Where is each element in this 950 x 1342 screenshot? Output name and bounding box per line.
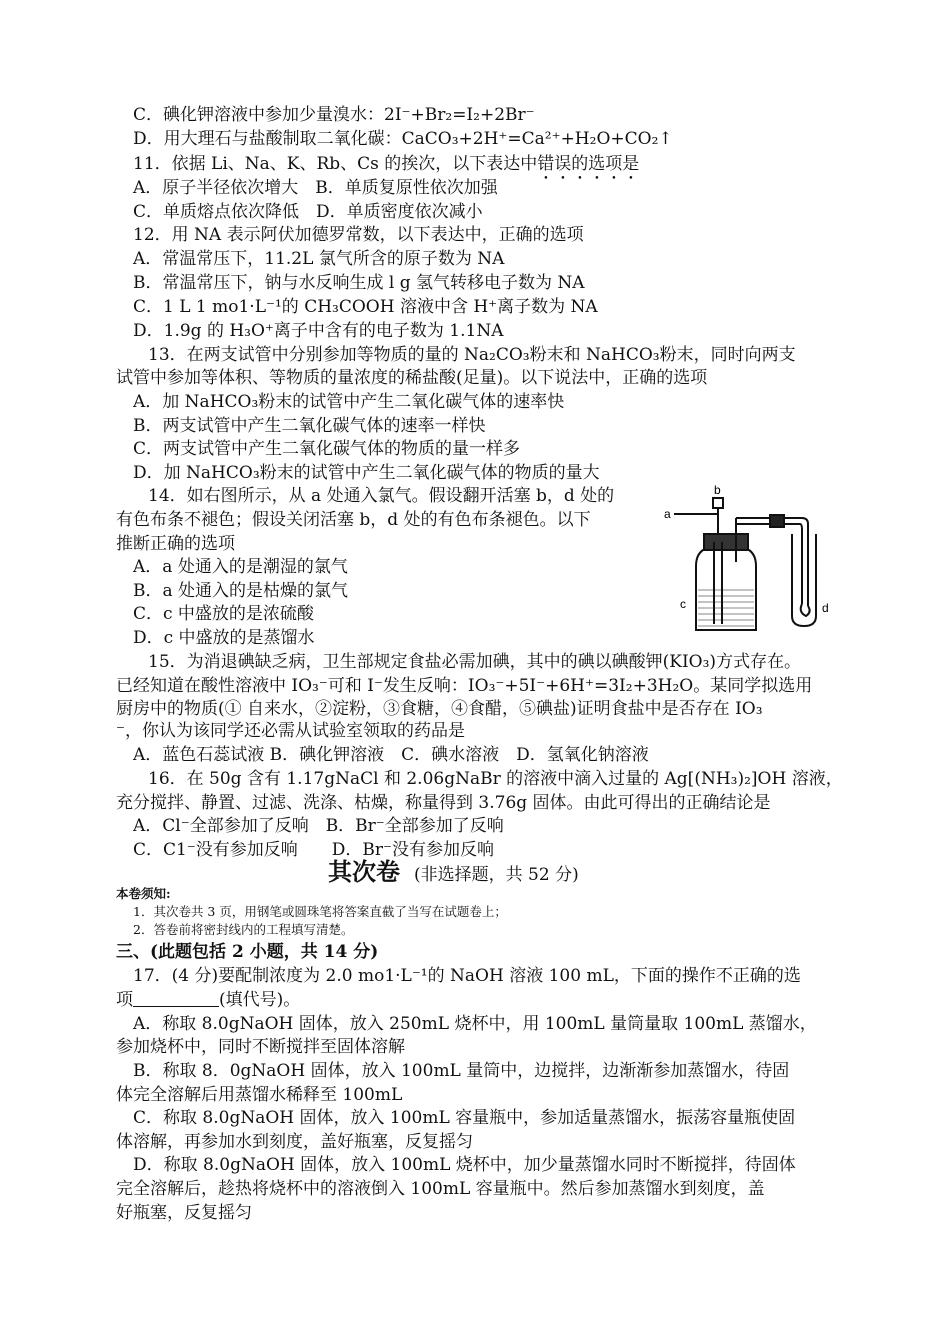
- part2-subtitle: (非选择题，共 52 分): [414, 865, 579, 885]
- q17-option-b-line2: 体完全溶解后用蒸馏水稀释至 100mL: [116, 1085, 403, 1105]
- q12-stem: 12．用 NA 表示阿伏加德罗常数，以下表达中，正确的选项: [133, 225, 584, 245]
- q11-stem-text: 11．依据 Li、Na、K、Rb、Cs 的挨次，以下表达中: [133, 154, 538, 174]
- q15-options: A．蓝色石蕊试液 B．碘化钾溶液 C．碘水溶液 D．氢氧化钠溶液: [133, 745, 649, 765]
- q13-option-c: C．两支试管中产生二氧化碳气体的物质的量一样多: [133, 439, 521, 459]
- fig-label-a: a: [664, 507, 671, 521]
- q16-options-cd: C．C1⁻没有参加反响 D．Br⁻没有参加反响: [133, 840, 495, 860]
- q14-stem-line3: 推断正确的选项: [116, 534, 235, 554]
- q14-stem-line2: 有色布条不褪色；假设关闭活塞 b，d 处的有色布条褪色。以下: [116, 510, 591, 530]
- notice-item-1: 1．其次卷共 3 页，用钢笔或圆珠笔将答案直截了当写在试题卷上；: [133, 904, 507, 919]
- q14-option-d: D．c 中盛放的是蒸馏水: [133, 628, 315, 648]
- q14-option-a: A．a 处通入的是潮湿的氯气: [133, 557, 348, 577]
- q17-answer-blank[interactable]: [133, 989, 219, 1007]
- gas-washing-apparatus-figure: [662, 484, 848, 634]
- q15-stem-line3: 厨房中的物质(① 自来水，②淀粉，③食糖，④食醋，⑤碘盐)证明食盐中是否存在 IO₃: [116, 699, 763, 719]
- q16-stem-line2: 充分搅拌、静置、过滤、洗涤、枯燥，称量得到 3.76g 固体。由此可得出的正确结论是: [116, 793, 771, 813]
- part2-title: 其次卷: [328, 857, 400, 886]
- q15-stem-line4: ⁻，你认为该同学还必需从试验室领取的药品是: [116, 721, 465, 741]
- q17-stem-prefix: 项: [116, 990, 133, 1010]
- q10-option-d: D．用大理石与盐酸制取二氧化碳：CaCO₃+2H⁺=Ca²⁺+H₂O+CO₂↑: [133, 129, 673, 149]
- q13-stem-line2: 试管中参加等体积、等物质的量浓度的稀盐酸(足量)。以下说法中，正确的选项: [116, 368, 708, 388]
- q11-options-ab: A．原子半径依次增大 B．单质复原性依次加强: [133, 178, 498, 198]
- q16-stem-line1: 16．在 50g 含有 1.17gNaCl 和 2.06gNaBr 的溶液中滴入过量的 Ag[(NH₃)₂]OH 溶液，: [148, 769, 843, 789]
- q17-stem-suffix: (填代号)。: [219, 990, 301, 1010]
- q14-option-b: B．a 处通入的是枯燥的氯气: [133, 581, 349, 601]
- q15-stem-line1: 15．为消退碘缺乏病，卫生部规定食盐必需加碘，其中的碘以碘酸钾(KIO₃)方式存在。: [148, 652, 802, 672]
- q12-option-a: A．常温常压下，11.2L 氯气所含的原子数为 NA: [133, 249, 505, 269]
- q13-option-a: A．加 NaHCO₃粉末的试管中产生二氧化碳气体的速率快: [133, 392, 565, 412]
- q17-option-a-line1: A．称取 8.0gNaOH 固体，放入 250mL 烧杯中，用 100mL 量筒量取 100mL 蒸馏水，: [133, 1014, 817, 1034]
- q12-option-c: C．1 L 1 mo1·L⁻¹的 CH₃COOH 溶液中含 H⁺离子数为 NA: [133, 297, 598, 317]
- fig-label-b: b: [714, 484, 721, 497]
- q11-emphasis: 错误的选项是: [537, 154, 640, 174]
- q17-option-a-line2: 参加烧杯中，同时不断搅拌至固体溶解: [116, 1037, 405, 1057]
- q15-stem-line2: 已经知道在酸性溶液中 IO₃⁻可和 I⁻发生反响：IO₃⁻+5I⁻+6H⁺=3I₂+3H₂O。某同学拟选用: [116, 676, 813, 696]
- q17-option-c-line2: 体溶解，再参加水到刻度，盖好瓶塞，反复摇匀: [116, 1132, 473, 1152]
- q17-option-c-line1: C．称取 8.0gNaOH 固体，放入 100mL 容量瓶中，参加适量蒸馏水，振荡容量瓶使固: [133, 1108, 796, 1128]
- q12-option-d: D．1.9g 的 H₃O⁺离子中含有的电子数为 1.1NA: [133, 321, 504, 341]
- q10-option-c: C．碘化钾溶液中参加少量溴水：2I⁻+Br₂=I₂+2Br⁻: [133, 105, 535, 125]
- q17-option-d-line2: 完全溶解后，趁热将烧杯中的溶液倒入 100mL 容量瓶中。然后参加蒸馏水到刻度，盖: [116, 1179, 765, 1199]
- q17-stem-line1: 17．(4 分)要配制浓度为 2.0 mo1·L⁻¹的 NaOH 溶液 100 mL，下面的操作不正确的选: [133, 966, 801, 986]
- q17-option-b-line1: B．称取 8．0gNaOH 固体，放入 100mL 量筒中，边搅拌，边渐渐参加蒸馏水，待固: [133, 1061, 790, 1081]
- q17-stem-line2: [116, 989, 300, 1012]
- q13-option-b: B．两支试管中产生二氧化碳气体的速率一样快: [133, 416, 486, 436]
- q13-option-d: D．加 NaHCO₃粉末的试管中产生二氧化碳气体的物质的量大: [133, 463, 600, 483]
- q13-stem-line1: 13．在两支试管中分别参加等物质的量的 Na₂CO₃粉末和 NaHCO₃粉末，同时向两支: [148, 345, 796, 365]
- part2-heading: [328, 857, 579, 890]
- notice-title: 本卷须知:: [116, 886, 171, 901]
- fig-label-c: c: [680, 597, 686, 611]
- q16-options-ab: A．Cl⁻全部参加了反响 B．Br⁻全部参加了反响: [133, 816, 504, 836]
- notice-item-2: 2．答卷前将密封线内的工程填写清楚。: [133, 922, 354, 937]
- section3-title: 三、(此题包括 2 小题，共 14 分): [116, 942, 379, 962]
- q14-stem-line1: 14．如右图所示，从 a 处通入氯气。假设翻开活塞 b，d 处的: [148, 486, 615, 506]
- q12-option-b: B．常温常压下，钠与水反响生成 l g 氢气转移电子数为 NA: [133, 273, 585, 293]
- q11-options-cd: C．单质熔点依次降低 D．单质密度依次减小: [133, 202, 483, 222]
- q17-option-d-line3: 好瓶塞，反复摇匀: [116, 1203, 252, 1223]
- q17-option-d-line1: D．称取 8.0gNaOH 固体，放入 100mL 烧杯中，加少量蒸馏水同时不断搅拌，待固体: [133, 1155, 796, 1175]
- q14-option-c: C．c 中盛放的是浓硫酸: [133, 604, 314, 624]
- fig-label-d: d: [822, 601, 829, 615]
